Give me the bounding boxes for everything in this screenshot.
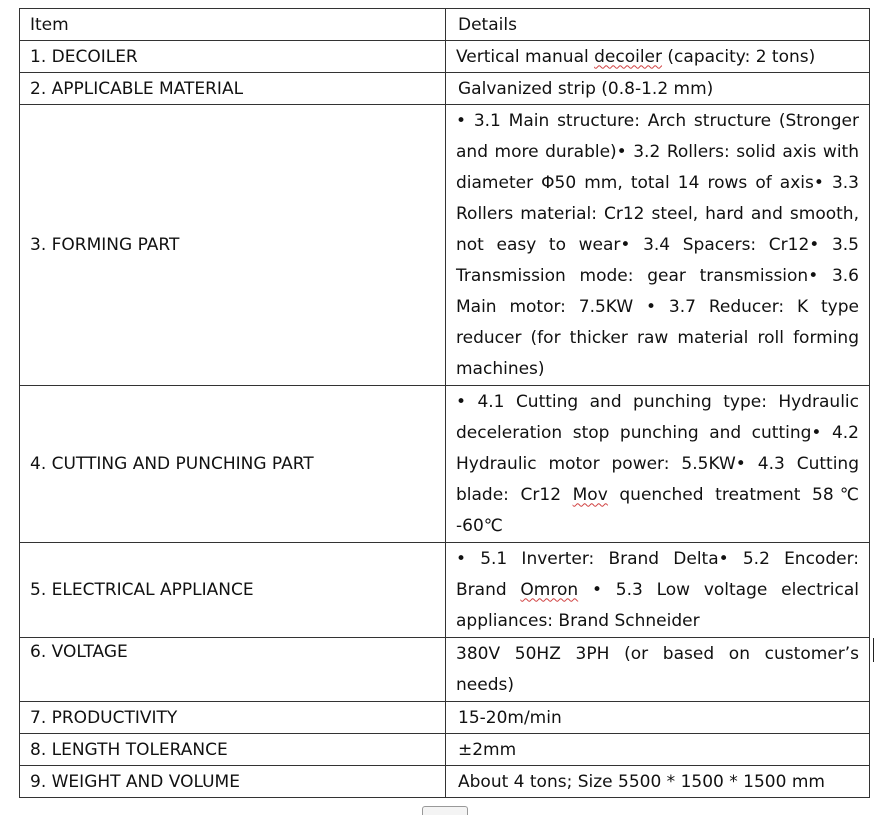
spellcheck-word: Mov (572, 484, 608, 505)
row-item: 4. CUTTING AND PUNCHING PART (20, 386, 446, 543)
table-row (20, 73, 870, 105)
row-item: 2. APPLICABLE MATERIAL (20, 73, 446, 105)
row-item: 1. DECOILER (20, 41, 446, 73)
text-cursor (873, 638, 874, 662)
table-row (20, 734, 870, 766)
row-item: 9. WEIGHT AND VOLUME (20, 766, 446, 798)
table-row (20, 386, 870, 543)
row-details (446, 543, 870, 638)
row-details: About 4 tons; Size 5500 * 1500 * 1500 mm (446, 766, 870, 798)
row-details: 380V 50HZ 3PH (or based on customer’s needs) (446, 638, 870, 702)
row-details (446, 386, 870, 543)
header-details: Details (446, 9, 870, 41)
row-item: 6. VOLTAGE (20, 638, 446, 702)
details-text: quenched treatment 58℃ -60℃ (456, 484, 859, 536)
table-row (20, 638, 870, 702)
row-details: 15-20m/min (446, 702, 870, 734)
details-text: Vertical manual (456, 46, 595, 67)
specification-table (19, 8, 870, 798)
spellcheck-word: decoiler (594, 46, 663, 67)
table-row (20, 105, 870, 386)
row-details: ±2mm (446, 734, 870, 766)
details-text: • 5.3 Low voltage electrical appliances: Brand Schneider (456, 579, 859, 631)
table-row (20, 41, 870, 73)
table-row (20, 702, 870, 734)
row-item: 5. ELECTRICAL APPLIANCE (20, 543, 446, 638)
row-item: 7. PRODUCTIVITY (20, 702, 446, 734)
details-text: • 5.1 Inverter: Brand Delta• 5.2 Encoder: Brand (456, 548, 859, 600)
row-details (446, 41, 870, 73)
details-text: (capacity: 2 tons) (662, 46, 816, 67)
row-item: 8. LENGTH TOLERANCE (20, 734, 446, 766)
row-details: • 3.1 Main structure: Arch structure (Stronger and more durable)• 3.2 Rollers: solid axis with diameter Φ50 mm, total 14 rows of axis• 3.3 Rollers material: Cr12 steel, hard and smooth, not easy to wear• 3.4 Spacers: Cr12• 3.5 Transmission mode: gear transmission• 3.6 Main motor: 7.5KW • 3.7 Reducer: K type reducer (for thicker raw material roll forming machines) (446, 105, 870, 386)
row-details: Galvanized strip (0.8-1.2 mm) (446, 73, 870, 105)
table-row (20, 543, 870, 638)
scroll-handle[interactable] (422, 806, 468, 815)
header-item: Item (20, 9, 446, 41)
spellcheck-word: Omron (520, 579, 579, 600)
table-row (20, 766, 870, 798)
row-item: 3. FORMING PART (20, 105, 446, 386)
table-header-row (20, 9, 870, 41)
details-text: • 4.1 Cutting and punching type: Hydraulic deceleration stop punching and cutting• 4.2 Hydraulic motor power: 5.5KW• 4.3 Cutting blade: Cr12 (456, 391, 859, 505)
